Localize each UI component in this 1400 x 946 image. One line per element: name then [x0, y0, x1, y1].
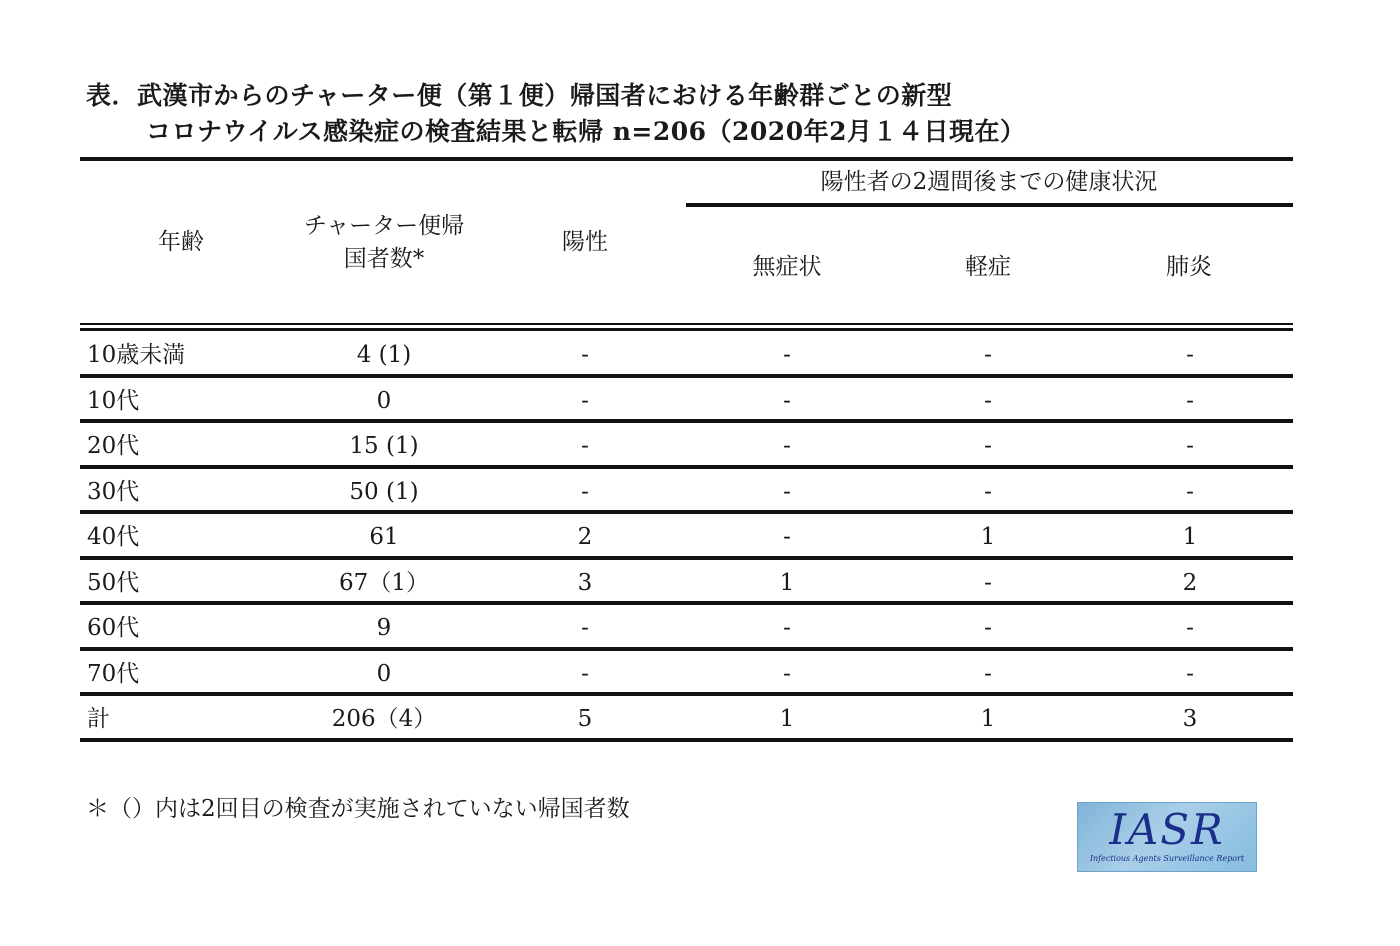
iasr-logo — [1077, 802, 1257, 872]
row-separator-rule — [80, 692, 1293, 696]
row-separator-rule — [80, 556, 1293, 560]
logo-subtext: Infectious Agents Surveillance Report — [1089, 854, 1245, 863]
cell-positive: - — [581, 342, 589, 368]
cell-mild: 1 — [980, 706, 996, 732]
cell-returnees: 4 (1) — [356, 342, 412, 368]
cell-pneumonia: - — [1186, 433, 1194, 459]
row-separator-rule — [80, 738, 1293, 742]
cell-asymptomatic: 1 — [779, 706, 795, 732]
table-top-rule — [80, 157, 1293, 161]
title-line-2: コロナウイルス感染症の検査結果と転帰 n=206（2020年2月１４日現在） — [146, 117, 1026, 146]
cell-returnees: 206（4） — [331, 706, 437, 732]
cell-returnees: 50 (1) — [349, 478, 419, 505]
cell-asymptomatic: - — [783, 478, 791, 505]
cell-positive: 2 — [577, 524, 593, 550]
cell-returnees: 0 — [376, 387, 392, 414]
header-returnees-line-1: チャーター便帰 — [303, 213, 465, 239]
cell-asymptomatic: - — [783, 660, 791, 687]
cell-mild: - — [984, 660, 992, 687]
cell-age: 10代 — [87, 387, 140, 414]
cell-returnees: 67（1） — [339, 569, 429, 596]
cell-pneumonia: - — [1186, 660, 1194, 687]
row-separator-rule — [80, 374, 1293, 378]
row-separator-rule — [80, 510, 1293, 514]
cell-positive: 3 — [577, 569, 593, 596]
cell-mild: - — [984, 478, 992, 505]
header-pneumonia: 肺炎 — [1166, 254, 1212, 280]
group-header-rule — [686, 203, 1293, 207]
header-returnees-line-2: 国者数* — [343, 246, 425, 272]
logo-text: IASR — [1109, 805, 1225, 854]
cell-positive: - — [581, 615, 589, 641]
cell-returnees: 61 — [369, 524, 399, 550]
cell-asymptomatic: - — [783, 524, 791, 550]
cell-positive: - — [581, 478, 589, 505]
cell-pneumonia: - — [1186, 342, 1194, 368]
cell-pneumonia: - — [1186, 615, 1194, 641]
cell-age: 60代 — [87, 615, 140, 641]
header-asymptomatic: 無症状 — [752, 254, 822, 280]
header-double-rule-bottom — [80, 328, 1293, 331]
cell-returnees: 9 — [376, 615, 392, 641]
cell-pneumonia: 1 — [1182, 524, 1198, 550]
header-group-health-status: 陽性者の2週間後までの健康状況 — [820, 169, 1158, 195]
cell-pneumonia: - — [1186, 387, 1194, 414]
cell-positive: 5 — [577, 706, 593, 732]
title-line-1: 表．武漢市からのチャーター便（第１便）帰国者における年齢群ごとの新型 — [86, 81, 953, 110]
row-separator-rule — [80, 419, 1293, 423]
cell-asymptomatic: - — [783, 615, 791, 641]
cell-age: 20代 — [87, 433, 140, 459]
footnote: ＊（）内は2回目の検査が実施されていない帰国者数 — [86, 796, 630, 822]
header-mild: 軽症 — [965, 254, 1011, 280]
cell-mild: - — [984, 615, 992, 641]
cell-mild: - — [984, 569, 992, 596]
cell-mild: 1 — [980, 524, 996, 550]
cell-mild: - — [984, 433, 992, 459]
table-title — [86, 78, 1026, 150]
cell-positive: - — [581, 387, 589, 414]
cell-returnees: 0 — [376, 660, 392, 687]
cell-age: 50代 — [87, 569, 140, 596]
cell-age: 40代 — [87, 524, 140, 550]
row-separator-rule — [80, 465, 1293, 469]
cell-age: 計 — [87, 706, 110, 732]
cell-age: 70代 — [87, 660, 140, 687]
cell-asymptomatic: 1 — [779, 569, 795, 596]
cell-mild: - — [984, 387, 992, 414]
cell-age: 30代 — [87, 478, 140, 505]
header-returnees — [304, 210, 464, 276]
row-separator-rule — [80, 601, 1293, 605]
cell-positive: - — [581, 660, 589, 687]
cell-mild: - — [984, 342, 992, 368]
cell-asymptomatic: - — [783, 433, 791, 459]
header-positive: 陽性 — [562, 229, 608, 255]
cell-age: 10歳未満 — [87, 342, 186, 368]
cell-positive: - — [581, 433, 589, 459]
header-double-rule-top — [80, 323, 1293, 325]
cell-asymptomatic: - — [783, 387, 791, 414]
cell-pneumonia: - — [1186, 478, 1194, 505]
header-age: 年齢 — [158, 229, 204, 255]
cell-returnees: 15 (1) — [349, 433, 419, 459]
cell-pneumonia: 2 — [1182, 569, 1198, 596]
row-separator-rule — [80, 647, 1293, 651]
cell-asymptomatic: - — [783, 342, 791, 368]
cell-pneumonia: 3 — [1182, 706, 1198, 732]
